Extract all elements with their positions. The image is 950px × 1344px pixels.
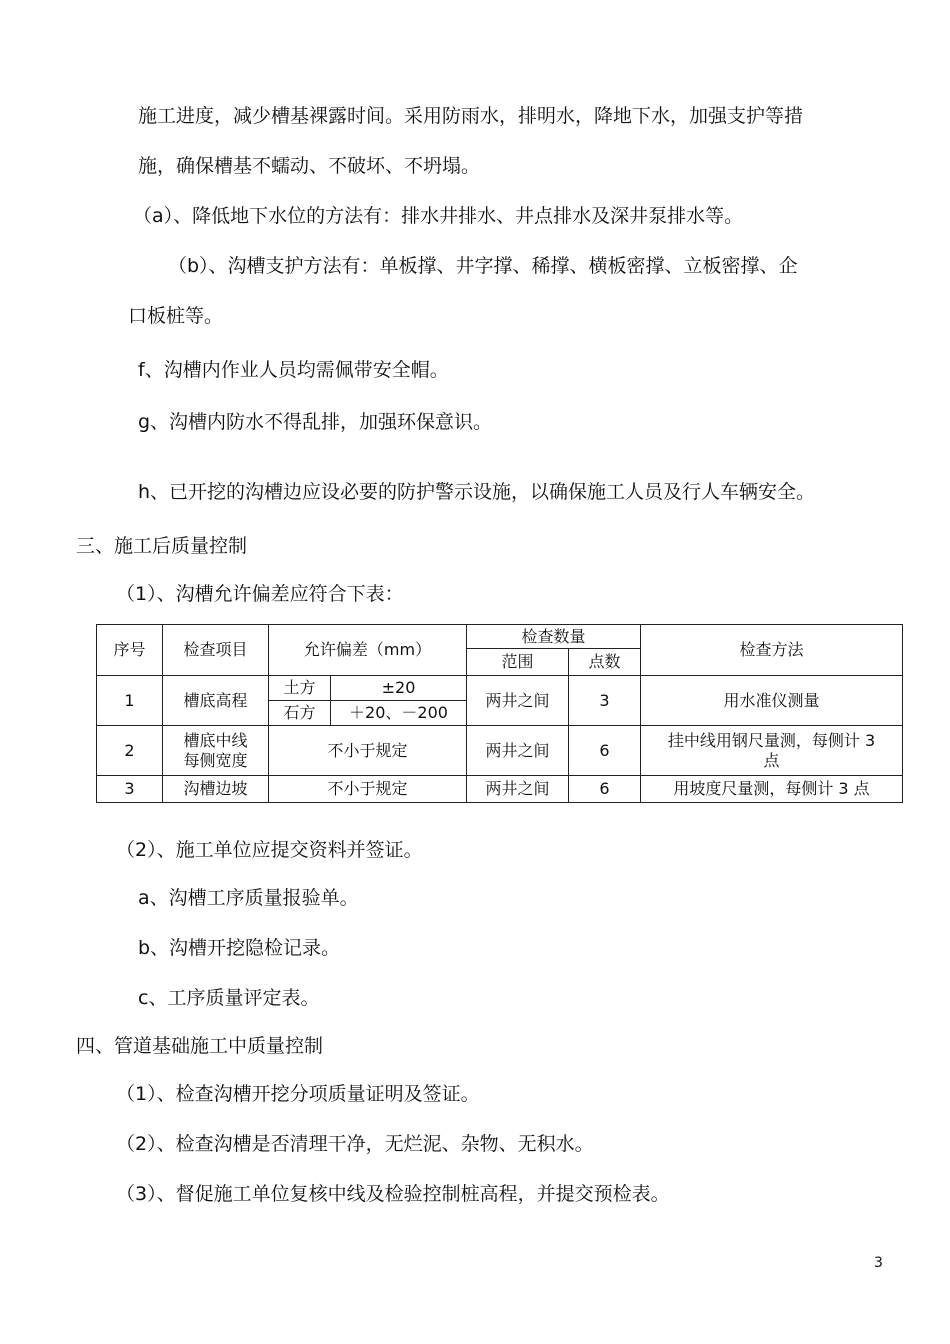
section-heading: 三、施工后质量控制 [76, 535, 248, 557]
paragraph-line: （b）、沟槽支护方法有：单板撑、井字撑、稀撑、横板密撑、立板密撑、企 [168, 255, 798, 277]
cell-tolerance: 不小于规定 [269, 776, 467, 803]
list-item: b、沟槽开挖隐检记录。 [138, 937, 341, 959]
paragraph-line: 口板桩等。 [128, 305, 224, 327]
cell-range: 两井之间 [467, 676, 569, 726]
paragraph-line: （1）、沟槽允许偏差应符合下表： [116, 583, 404, 605]
cell-method-line: 点 [763, 750, 780, 770]
paragraph-line: f、沟槽内作业人员均需佩带安全帽。 [138, 359, 449, 381]
paragraph-line: g、沟槽内防水不得乱排，加强环保意识。 [138, 411, 493, 433]
cell-seq: 3 [97, 776, 163, 803]
cell-item: 沟槽边坡 [163, 776, 269, 803]
header-points: 点数 [569, 649, 641, 676]
cell-seq: 2 [97, 726, 163, 776]
header-range: 范围 [467, 649, 569, 676]
cell-method-line: 挂中线用钢尺量测，每侧计 3 [667, 730, 876, 750]
tolerance-table [96, 624, 903, 803]
header-item: 检查项目 [163, 625, 269, 676]
cell-method [641, 726, 903, 776]
paragraph-line: （2）、施工单位应提交资料并签证。 [116, 839, 423, 861]
section-heading: 四、管道基础施工中质量控制 [76, 1035, 324, 1057]
cell-item: 槽底高程 [163, 676, 269, 726]
cell-seq: 1 [97, 676, 163, 726]
header-quantity: 检查数量 [467, 625, 641, 649]
cell-item-line: 槽底中线 [183, 730, 248, 750]
list-item: c、工序质量评定表。 [138, 987, 320, 1009]
cell-method: 用坡度尺量测，每侧计 3 点 [641, 776, 903, 803]
paragraph-line: 施工进度，减少槽基裸露时间。采用防雨水，排明水，降地下水，加强支护等措 [138, 105, 804, 127]
header-method: 检查方法 [641, 625, 903, 676]
cell-soil-tolerance: ±20 [331, 676, 467, 701]
page-number: 3 [874, 1255, 883, 1271]
header-tolerance: 允许偏差（mm） [269, 625, 467, 676]
list-item: （2）、检查沟槽是否清理干净，无烂泥、杂物、无积水。 [116, 1133, 594, 1155]
cell-points: 6 [569, 726, 641, 776]
cell-method: 用水准仪测量 [641, 676, 903, 726]
cell-soil-label: 土方 [269, 676, 331, 701]
list-item: （3）、督促施工单位复核中线及检验控制桩高程，并提交预检表。 [116, 1183, 670, 1205]
cell-points: 3 [569, 676, 641, 726]
cell-item [163, 726, 269, 776]
cell-tolerance: 不小于规定 [269, 726, 467, 776]
cell-item-line: 每侧宽度 [183, 750, 248, 770]
cell-range: 两井之间 [467, 726, 569, 776]
list-item: （1）、检查沟槽开挖分项质量证明及签证。 [116, 1083, 480, 1105]
cell-points: 6 [569, 776, 641, 803]
header-seq: 序号 [97, 625, 163, 676]
list-item: a、沟槽工序质量报验单。 [138, 887, 359, 909]
paragraph-line: h、已开挖的沟槽边应设必要的防护警示设施，以确保施工人员及行人车辆安全。 [138, 481, 816, 503]
cell-rock-tolerance: ＋20、－200 [331, 701, 467, 726]
paragraph-line: （a）、降低地下水位的方法有：排水井排水、井点排水及深井泵排水等。 [133, 205, 744, 227]
paragraph-line: 施，确保槽基不蠕动、不破坏、不坍塌。 [138, 155, 481, 177]
cell-rock-label: 石方 [269, 701, 331, 726]
cell-range: 两井之间 [467, 776, 569, 803]
